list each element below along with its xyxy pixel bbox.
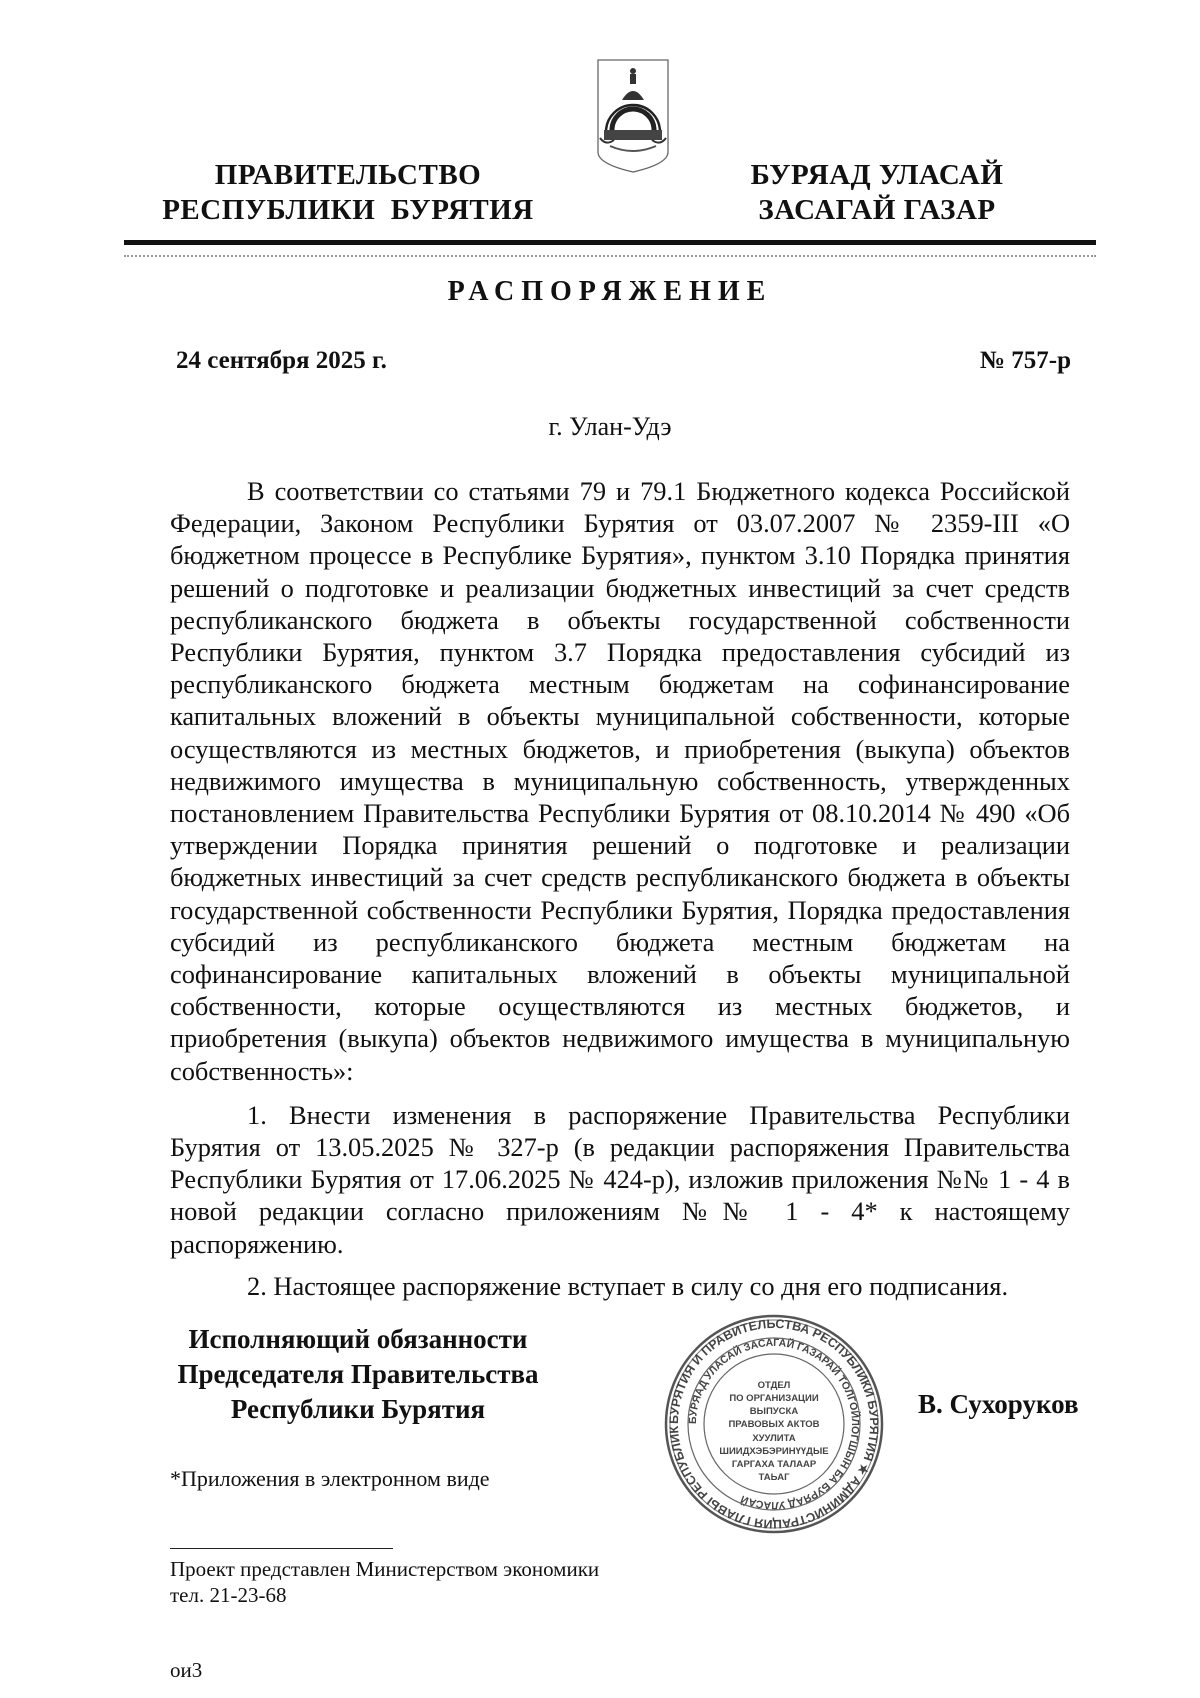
- order-item-2: 2. Настоящее распоряжение вступает в силу со дня его подписания.: [247, 1270, 1009, 1301]
- seal-inner-text: БУРЯАД УЛАСАЙ ЗАСАГАЙ ГАЗАРАЙ ТОЛГОЙЛОГШЫН БА БУРЯАД УЛАСАЙ: [686, 1336, 862, 1512]
- document-city: г. Улан-Удэ: [548, 412, 672, 441]
- operator-code: ои3: [170, 1658, 203, 1682]
- seal-center-line: ОТДЕЛ: [757, 1380, 791, 1391]
- government-name-line: РЕСПУБЛИКИ БУРЯТИЯ: [162, 194, 534, 226]
- government-name-line: ЗАСАГАЙ ГАЗАР: [758, 194, 996, 226]
- preamble-paragraph: В соответствии со статьями 79 и 79.1 Бюджетного кодекса Российской Федерации, Законом Республики Бурятия от 03.07.2007 № 2359-III «О бюджетном процессе в Республике Бурятия», пунктом 3.10 Порядка принятия решений о подготовке и реализации бюджетных инвестиций за счет средств республиканского бюджета в объекты государственной собственности Республики Бурятия, пунктом 3.7 Порядка предоставления субсидий из республиканского бюджета местным бюджетам на софинансирование капитальных вложений в объекты муниципальной собственности, которые осуществляются из местных бюджетов, и приобретения (выкупа) объектов недвижимого имущества в муниципальную собственность, утвержденных постановлением Правительства Республики Бурятия от 08.10.2014 № 490 «Об утверждении Порядка принятия решений о подготовке и реализации бюджетных инвестиций за счет средств республиканского бюджета в объекты государственной собственности Республики Бурятия, Порядка предоставления субсидий из республиканского бюджета местным бюджетам на софинансирование капитальных вложений в объекты муниципальной собственности, которые осуществляются из местных бюджетов, и приобретения (выкупа) объектов недвижимого имущества в муниципальную собственность»:: [170, 476, 1070, 1086]
- seal-center-line: ПО ОРГАНИЗАЦИИ: [729, 1393, 819, 1404]
- attachments-note: *Приложения в электронном виде: [170, 1466, 490, 1491]
- contact-phone: тел. 21-23-68: [170, 1583, 287, 1607]
- seal-center-line: ПРАВОВЫХ АКТОВ: [728, 1419, 820, 1430]
- government-name-russian: [148, 158, 548, 228]
- signatory-title-line: Республики Бурятия: [230, 1394, 486, 1424]
- seal-outer-text: БУРЯТИЯ И ПРАВИТЕЛЬСТВА РЕСПУБЛИКИ БУРЯТИЯ ★ АДМИНИСТРАЦИЯ ГЛАВЫ РЕСПУБЛИК: [666, 1316, 882, 1532]
- document-date: 24 сентября 2025 г.: [176, 347, 387, 374]
- official-seal-stamp: [662, 1312, 886, 1536]
- government-name-line: ПРАВИТЕЛЬСТВО: [214, 159, 482, 191]
- order-item-1: 1. Внести изменения в распоряжение Правительства Республики Бурятия от 13.05.2025 № 327-р (в редакции распоряжения Правительства Республики Бурятия от 17.06.2025 № 424-р), изложив приложения №№ 1 - 4 в новой редакции согласно приложениям №№ 1 - 4* к настоящему распоряжению.: [170, 1099, 1070, 1259]
- coat-of-arms-emblem: [594, 56, 672, 174]
- seal-center-line: ТАЬАГ: [758, 1472, 790, 1483]
- header-divider-thick: [124, 240, 1096, 245]
- seal-center-line: ВЫПУСКА: [749, 1406, 799, 1417]
- seal-center-line: ХУУЛИТА: [752, 1433, 796, 1444]
- document-body: [170, 475, 1070, 1314]
- government-name-line: БУРЯАД УЛАСАЙ: [750, 159, 1004, 191]
- project-info: [170, 1556, 599, 1608]
- footer-divider: [170, 1548, 393, 1549]
- signatory-name: В. Сухоруков: [918, 1389, 1079, 1419]
- document-type-title: РАСПОРЯЖЕНИЕ: [447, 276, 773, 307]
- header-divider-thin: [124, 255, 1096, 257]
- document-number: № 757-р: [979, 347, 1071, 374]
- signatory-title-line: Исполняющий обязанности: [188, 1324, 528, 1354]
- project-submitter: Проект представлен Министерством экономики: [170, 1557, 600, 1581]
- government-name-buryat: [712, 158, 1042, 228]
- signatory-title: [158, 1322, 558, 1427]
- signatory-title-line: Председателя Правительства: [177, 1359, 539, 1389]
- seal-center-line: ГАРГАХА ТАЛААР: [731, 1459, 817, 1470]
- seal-center-line: ШИИДХЭБЭРИНҮҮДЫЕ: [719, 1446, 829, 1457]
